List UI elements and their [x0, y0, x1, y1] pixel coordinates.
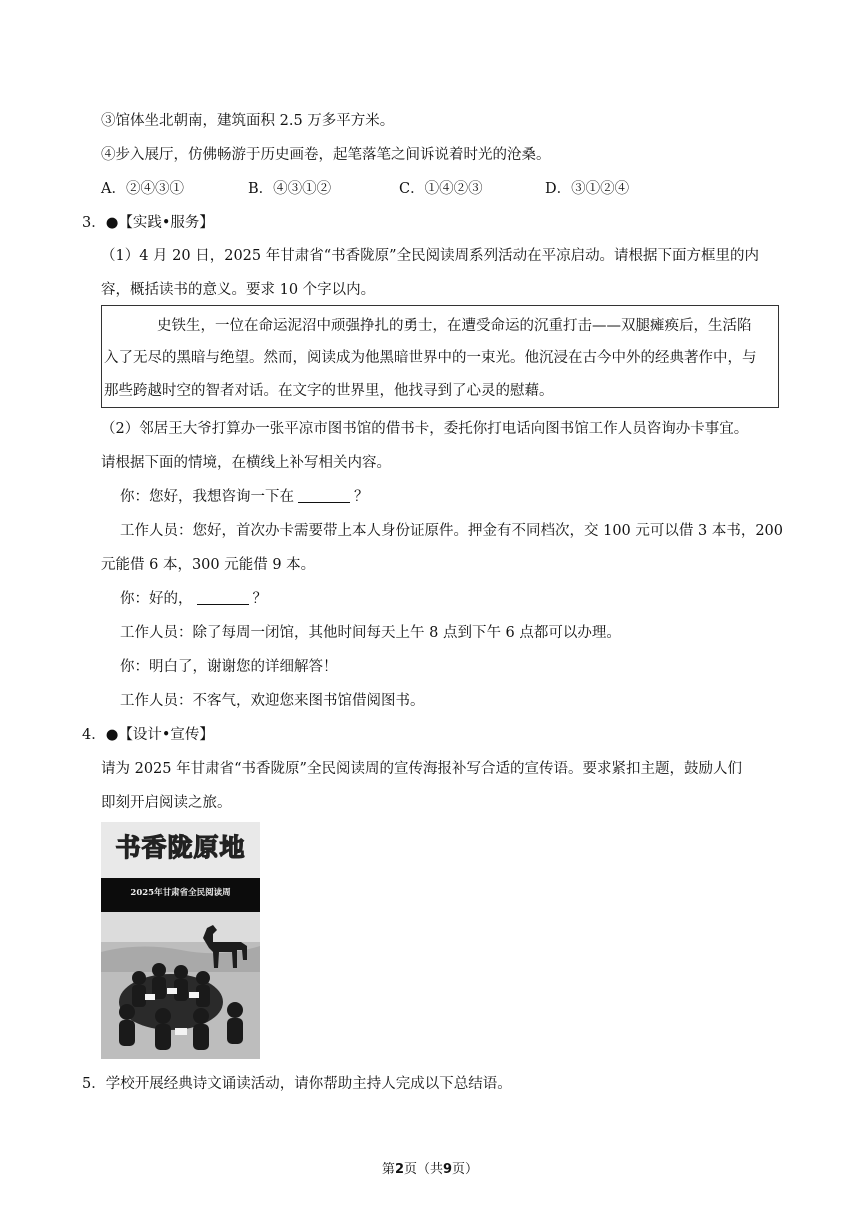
- question-5: 5．学校开展经典诗文诵读活动，请你帮助主持人完成以下总结语。: [82, 1076, 512, 1092]
- footer-suffix: 页）: [452, 1162, 479, 1177]
- option-d: D．③①②④: [545, 181, 630, 197]
- dialogue-staff-1-line2: 元能借 6 本，300 元能借 9 本。: [101, 557, 316, 573]
- poster-title: 书香陇原地: [115, 833, 246, 862]
- q3-part2-line1: （2）邻居王大爷打算办一张平凉市图书馆的借书卡，委托你打电话向图书馆工作人员咨询办卡事宜。: [101, 421, 749, 437]
- q3-part2-line2: 请根据下面的情境，在横线上补写相关内容。: [101, 455, 391, 471]
- reading-week-poster: [101, 822, 260, 1059]
- question-4-title: 4．●【设计•宣传】: [82, 727, 214, 743]
- dialogue-text: 你：好的，: [120, 591, 193, 607]
- dialogue-end: ？: [354, 489, 369, 505]
- footer-prefix: 第: [381, 1162, 395, 1177]
- material-line-1: 史铁生，一位在命运泥沼中顽强挣扎的勇士，在遭受命运的沉重打击——双腿瘫痪后，生活陷: [157, 318, 752, 334]
- q4-line2: 即刻开启阅读之旅。: [101, 795, 232, 811]
- footer-middle: 页（共: [403, 1162, 443, 1177]
- sentence-4: ④步入展厅，仿佛畅游于历史画卷，起笔落笔之间诉说着时光的沧桑。: [101, 147, 551, 163]
- option-c: C．①④②③: [399, 181, 483, 197]
- footer-total-pages: 9: [443, 1162, 453, 1177]
- material-box: [101, 305, 779, 408]
- dialogue-you-2: [120, 589, 267, 609]
- answer-blank-2[interactable]: [197, 590, 249, 605]
- footer-page-number: 2: [394, 1162, 404, 1177]
- q4-line1: 请为 2025 年甘肃省“书香陇原”全民阅读周的宣传海报补写合适的宣传语。要求紧扣主题，鼓励人们: [101, 761, 742, 777]
- dialogue-you-1: [120, 487, 369, 507]
- material-line-3: 那些跨越时空的智者对话。在文字的世界里，他找寻到了心灵的慰藉。: [104, 383, 554, 399]
- question-3-title: 3．●【实践•服务】: [82, 215, 214, 231]
- q3-part1-line2: 容，概括读书的意义。要求 10 个字以内。: [101, 282, 376, 298]
- dialogue-staff-2: 工作人员：除了每周一闭馆，其他时间每天上午 8 点到下午 6 点都可以办理。: [120, 625, 621, 641]
- dialogue-staff-3: 工作人员：不客气，欢迎您来图书馆借阅图书。: [120, 693, 425, 709]
- dialogue-you-3: 你：明白了，谢谢您的详细解答！: [120, 659, 338, 675]
- poster-photo: [101, 912, 260, 1059]
- dialogue-text: 你：您好，我想咨询一下在: [120, 489, 294, 505]
- dialogue-staff-1-line1: 工作人员：您好，首次办卡需要带上本人身份证原件。押金有不同档次，交 100 元可以借 3 本书，200: [120, 523, 784, 539]
- material-line-2: 入了无尽的黑暗与绝望。然而，阅读成为他黑暗世界中的一束光。他沉浸在古今中外的经典著作中，与: [104, 350, 757, 366]
- page-footer: [0, 1158, 860, 1177]
- q3-part1-line1: （1）4 月 20 日，2025 年甘肃省“书香陇原”全民阅读周系列活动在平凉启动。请根据下面方框里的内: [101, 248, 760, 264]
- poster-subtitle: 2025年甘肃省全民阅读周: [130, 888, 231, 898]
- option-b: B．④③①②: [248, 181, 332, 197]
- answer-blank-1[interactable]: [298, 488, 350, 503]
- option-a: A．②④③①: [101, 181, 184, 197]
- sentence-3: ③馆体坐北朝南，建筑面积 2.5 万多平方米。: [101, 113, 395, 129]
- dialogue-end: ？: [252, 591, 267, 607]
